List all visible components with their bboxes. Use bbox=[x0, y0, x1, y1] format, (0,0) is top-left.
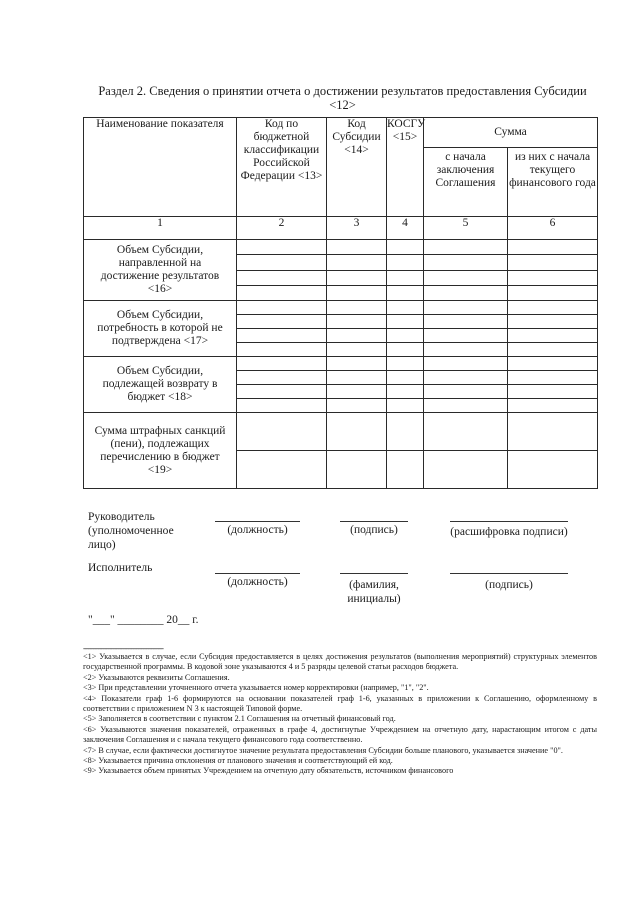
footnote: <6> Указываются значения показателей, отраженных в графе 4, достигнутые Учреждением на отчетную дату, нарастающим итогом с даты заключения Соглашения и с начала текущего финансового года соответственно. bbox=[83, 724, 597, 745]
cell bbox=[424, 343, 508, 357]
col-number: 1 bbox=[84, 217, 237, 240]
section-title bbox=[90, 84, 595, 112]
cell bbox=[508, 413, 598, 451]
cell bbox=[387, 255, 424, 270]
head-decoding-line bbox=[450, 521, 568, 522]
head-label: Руководитель (уполномоченное лицо) bbox=[88, 511, 174, 551]
cell bbox=[424, 270, 508, 285]
exec-position-line bbox=[215, 573, 300, 574]
head-position-line bbox=[215, 521, 300, 522]
cell bbox=[508, 371, 598, 385]
cell bbox=[387, 315, 424, 329]
cell bbox=[327, 240, 387, 255]
subsidy-report-table bbox=[83, 117, 598, 489]
cell bbox=[237, 240, 327, 255]
header-indicator: Наименование показателя bbox=[84, 118, 237, 217]
cell bbox=[508, 240, 598, 255]
exec-signature-line bbox=[450, 573, 568, 574]
cell bbox=[237, 255, 327, 270]
footnote: <2> Указываются реквизиты Соглашения. bbox=[83, 672, 230, 682]
cell bbox=[424, 399, 508, 413]
col-number: 4 bbox=[387, 217, 424, 240]
row-label-unconfirmed: Объем Субсидии, потребность в которой не подтверждена <17> bbox=[84, 301, 237, 357]
cell bbox=[237, 399, 327, 413]
cell bbox=[508, 270, 598, 285]
cell bbox=[237, 385, 327, 399]
footnotes bbox=[83, 652, 597, 777]
cell bbox=[387, 285, 424, 300]
row-label-directed: Объем Субсидии, направленной на достижение результатов <16> bbox=[84, 240, 237, 301]
cell bbox=[508, 285, 598, 300]
cell bbox=[327, 399, 387, 413]
head-position-caption: (должность) bbox=[227, 524, 288, 536]
footnote: <8> Указывается причина отклонения от планового значения и соответствующий ей код. bbox=[83, 756, 393, 766]
head-signature-line bbox=[340, 521, 408, 522]
footnote: <1> Указывается в случае, если Субсидия предоставляется в целях достижения результатов (выполнения мероприятий) структурных элементов государственной программы. В кодовой зоне указываются 4 и 5 разряды целевой статьи расходов бюджета. bbox=[83, 652, 597, 672]
cell bbox=[424, 357, 508, 371]
cell bbox=[327, 315, 387, 329]
footnote: <9> Указывается объем принятых Учреждением на отчетную дату обязательств, источником финансового bbox=[83, 766, 454, 776]
date-line: "___" ________ 20__ г. bbox=[88, 614, 199, 626]
header-sum: Сумма bbox=[424, 118, 598, 148]
cell bbox=[327, 270, 387, 285]
header-subsidy-code: Код Субсидии <14> bbox=[327, 118, 387, 217]
cell bbox=[387, 329, 424, 343]
col-number: 2 bbox=[237, 217, 327, 240]
exec-signature-caption: (подпись) bbox=[485, 579, 533, 591]
cell bbox=[327, 343, 387, 357]
cell bbox=[424, 301, 508, 315]
cell bbox=[424, 371, 508, 385]
cell bbox=[237, 451, 327, 489]
head-decoding-caption: (расшифровка подписи) bbox=[450, 526, 568, 538]
cell bbox=[508, 399, 598, 413]
cell bbox=[424, 329, 508, 343]
cell bbox=[237, 285, 327, 300]
cell bbox=[237, 270, 327, 285]
header-kosgu: КОСГУ <15> bbox=[387, 118, 424, 217]
cell bbox=[327, 413, 387, 451]
footnote: <4> Показатели граф 1-6 формируются на основании показателей граф 1-6, указанных в приложении к Соглашению, оформленному в соответствии с приложением N 3 к настоящей Типовой форме. bbox=[83, 693, 597, 714]
cell bbox=[508, 255, 598, 270]
cell bbox=[387, 385, 424, 399]
cell bbox=[424, 451, 508, 489]
cell bbox=[508, 385, 598, 399]
section-title-note: <12> bbox=[329, 98, 356, 112]
cell bbox=[508, 357, 598, 371]
footnote-separator: ------------------------------------------------ bbox=[83, 644, 163, 653]
cell bbox=[387, 413, 424, 451]
cell bbox=[387, 343, 424, 357]
cell bbox=[327, 357, 387, 371]
cell bbox=[508, 451, 598, 489]
cell bbox=[387, 357, 424, 371]
cell bbox=[237, 329, 327, 343]
cell bbox=[508, 301, 598, 315]
cell bbox=[508, 315, 598, 329]
exec-name-line bbox=[340, 573, 408, 574]
cell bbox=[424, 385, 508, 399]
col-number: 3 bbox=[327, 217, 387, 240]
cell bbox=[387, 301, 424, 315]
cell bbox=[424, 255, 508, 270]
executor-label: Исполнитель bbox=[88, 562, 153, 574]
cell bbox=[387, 240, 424, 255]
cell bbox=[237, 413, 327, 451]
cell bbox=[424, 285, 508, 300]
header-since-agreement: с начала заключения Соглашения bbox=[424, 148, 508, 217]
head-signature-caption: (подпись) bbox=[350, 524, 398, 536]
row-label-penalties: Сумма штрафных санкций (пени), подлежащих перечислению в бюджет <19> bbox=[84, 413, 237, 489]
cell bbox=[387, 270, 424, 285]
cell bbox=[327, 255, 387, 270]
cell bbox=[387, 371, 424, 385]
header-budget-code: Код по бюджетной классификации Российской Федерации <13> bbox=[237, 118, 327, 217]
cell bbox=[508, 343, 598, 357]
cell bbox=[424, 315, 508, 329]
footnote: <7> В случае, если фактически достигнутое значение результата предоставления Субсидии больше планового, указывается значение "0". bbox=[83, 745, 563, 755]
cell bbox=[237, 357, 327, 371]
cell bbox=[237, 371, 327, 385]
exec-name-caption: (фамилия, инициалы) bbox=[347, 579, 401, 605]
cell bbox=[327, 451, 387, 489]
cell bbox=[327, 301, 387, 315]
cell bbox=[508, 329, 598, 343]
cell bbox=[237, 343, 327, 357]
cell bbox=[424, 413, 508, 451]
cell bbox=[327, 329, 387, 343]
cell bbox=[424, 240, 508, 255]
cell bbox=[327, 385, 387, 399]
exec-position-caption: (должность) bbox=[227, 576, 288, 588]
footnote: <5> Заполняется в соответствии с пунктом 2.1 Соглашения на отчетный финансовый год. bbox=[83, 714, 396, 724]
row-label-refund: Объем Субсидии, подлежащей возврату в бюджет <18> bbox=[84, 357, 237, 413]
cell bbox=[387, 451, 424, 489]
col-number: 6 bbox=[508, 217, 598, 240]
section-title-text: Раздел 2. Сведения о принятии отчета о достижении результатов предоставления Субсидии bbox=[98, 84, 587, 98]
cell bbox=[237, 315, 327, 329]
header-since-year: из них с начала текущего финансового года bbox=[508, 148, 598, 217]
cell bbox=[327, 285, 387, 300]
cell bbox=[387, 399, 424, 413]
footnote: <3> При представлении уточненного отчета указывается номер корректировки (например, "1", "2". bbox=[83, 683, 429, 693]
col-number: 5 bbox=[424, 217, 508, 240]
cell bbox=[327, 371, 387, 385]
cell bbox=[237, 301, 327, 315]
